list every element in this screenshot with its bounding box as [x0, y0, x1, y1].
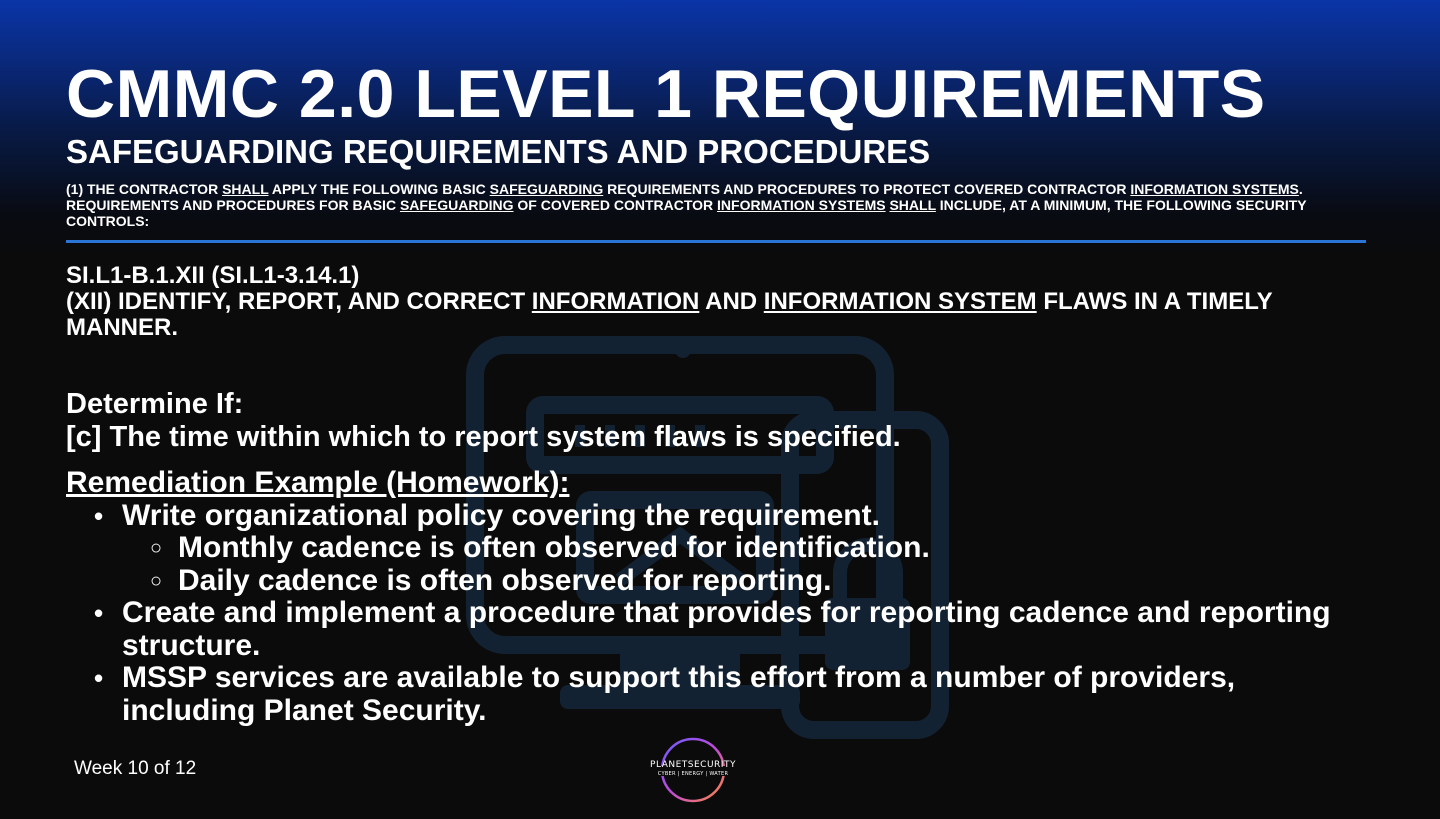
- intro-underlined-term: INFORMATION SYSTEMS: [717, 197, 886, 213]
- list-item-text: Create and implement a procedure that provides for reporting cadence and reporting structure.: [122, 596, 1331, 662]
- intro-text: INCLUDE, AT A MINIMUM, THE FOLLOWING SECURITY CONTROLS:: [66, 197, 1307, 229]
- intro-text: REQUIREMENTS AND PROCEDURES TO PROTECT COVERED CONTRACTOR: [603, 181, 1131, 197]
- determine-block: [66, 388, 1366, 454]
- slide-title: CMMC 2.0 LEVEL 1 REQUIREMENTS: [66, 56, 1266, 132]
- control-text: (XII) IDENTIFY, REPORT, AND CORRECT: [66, 288, 532, 315]
- remediation-block: [66, 467, 1366, 727]
- sub-list-item-text: Monthly cadence is often observed for identification.: [178, 531, 930, 564]
- determine-item: [c] The time within which to report system flaws is specified.: [66, 421, 901, 453]
- section-divider: [66, 240, 1366, 243]
- circle-bullet-icon: ○: [150, 569, 163, 592]
- intro-text: (1) THE CONTRACTOR: [66, 181, 223, 197]
- week-indicator: Week 10 of 12: [74, 758, 197, 779]
- logo-ring-icon: [645, 736, 741, 804]
- list-item: [94, 597, 1366, 662]
- intro-underlined-term: INFORMATION SYSTEMS: [1130, 181, 1299, 197]
- list-item-text: Write organizational policy covering the requirement.: [122, 498, 880, 532]
- list-item: [94, 500, 1366, 533]
- control-text: AND: [699, 288, 764, 315]
- sub-list-item: [150, 532, 1366, 565]
- planet-security-logo: [645, 736, 741, 804]
- control-id: SI.L1-B.1.XII (SI.L1-3.14.1): [66, 262, 360, 289]
- control-underlined-term: INFORMATION SYSTEM: [763, 288, 1037, 315]
- intro-text: . REQUIREMENTS AND PROCEDURES FOR BASIC: [66, 181, 1303, 213]
- logo-tagline: CYBER | ENERGY | WATER: [657, 771, 729, 777]
- control-block: [66, 263, 1306, 341]
- list-item: [94, 662, 1366, 727]
- intro-underlined-term: SAFEGUARDING: [399, 197, 514, 213]
- bullet-icon: •: [94, 598, 104, 628]
- remediation-heading: Remediation Example (Homework):: [66, 466, 570, 499]
- intro-paragraph: [66, 181, 1356, 229]
- intro-text: OF COVERED CONTRACTOR: [513, 197, 718, 213]
- intro-underlined-term: SAFEGUARDING: [489, 181, 604, 197]
- bullet-icon: •: [94, 500, 104, 531]
- intro-text: APPLY THE FOLLOWING BASIC: [268, 181, 490, 197]
- sub-list-item: [150, 565, 1366, 598]
- sub-list-item-text: Daily cadence is often observed for reporting.: [178, 563, 832, 597]
- intro-underlined-term: SHALL: [889, 197, 936, 213]
- slide-subtitle: SAFEGUARDING REQUIREMENTS AND PROCEDURES: [66, 133, 931, 170]
- control-underlined-term: INFORMATION: [531, 288, 700, 315]
- bullet-icon: •: [94, 663, 104, 693]
- intro-underlined-term: SHALL: [222, 181, 269, 197]
- list-item-text: MSSP services are available to support this effort from a number of providers, including Planet Security.: [122, 661, 1236, 727]
- control-description: [66, 289, 1306, 341]
- logo-name: PLANETSECURITY: [650, 760, 736, 770]
- circle-bullet-icon: ○: [150, 537, 163, 559]
- determine-heading: Determine If:: [66, 388, 244, 420]
- control-text: FLAWS IN A TIMELY MANNER.: [66, 288, 1273, 341]
